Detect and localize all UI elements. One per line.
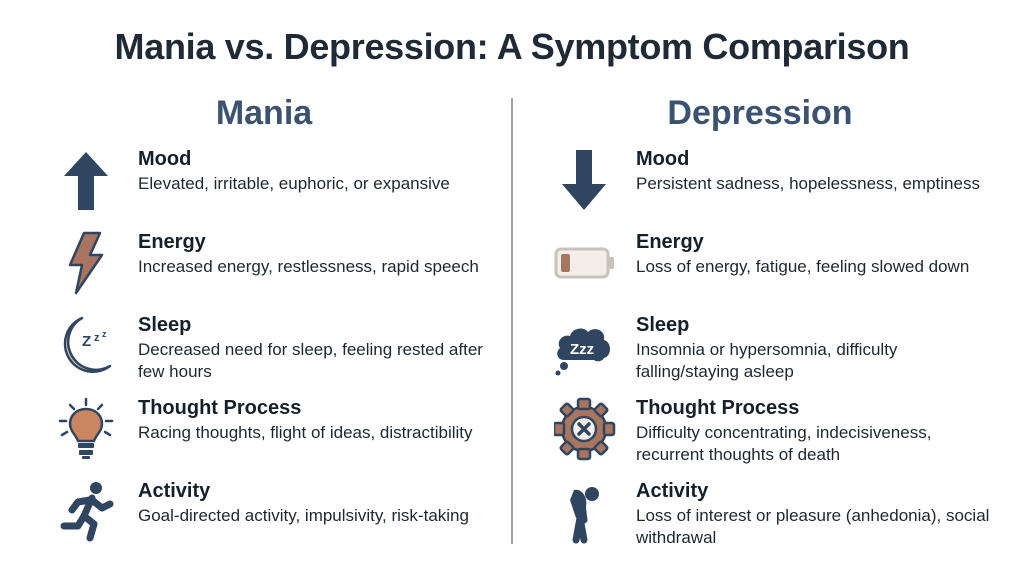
depression-heading: Depression (667, 94, 853, 132)
mania-thought-label: Thought Process (138, 397, 302, 419)
low-battery-icon (554, 231, 618, 295)
mania-energy-label: Energy (138, 231, 206, 253)
mania-energy-desc: Increased energy, restlessness, rapid speech (138, 257, 479, 276)
depression-sleep-label: Sleep (636, 314, 690, 336)
depression-thought-desc: Difficulty concentrating, indecisiveness, recurrent thoughts of death (636, 423, 932, 464)
thought-cloud-zzz-icon (554, 314, 618, 378)
down-arrow-icon (554, 148, 618, 212)
lightbulb-icon (56, 397, 120, 461)
svg-text:Zzz: Zzz (570, 341, 595, 358)
crescent-moon-zzz-icon (56, 314, 120, 378)
depression-sleep-desc: Insomnia or hypersomnia, difficulty falling/staying asleep (636, 340, 898, 381)
svg-text:Z: Z (82, 333, 92, 350)
depression-activity-label: Activity (636, 480, 709, 502)
mania-mood-label: Mood (138, 148, 192, 170)
depression-activity-desc: Loss of interest or pleasure (anhedonia), social withdrawal (636, 506, 990, 547)
running-person-icon (56, 480, 120, 544)
column-divider (511, 98, 513, 544)
depression-mood-label: Mood (636, 148, 690, 170)
svg-text:z: z (102, 329, 107, 339)
page-title: Mania vs. Depression: A Symptom Comparison (114, 26, 910, 67)
depression-mood-desc: Persistent sadness, hopelessness, emptiness (636, 174, 980, 193)
mania-sleep-label: Sleep (138, 314, 192, 336)
mania-activity-label: Activity (138, 480, 211, 502)
depression-energy-label: Energy (636, 231, 704, 253)
mania-heading: Mania (215, 94, 313, 132)
mania-sleep-desc: Decreased need for sleep, feeling rested after few hours (138, 340, 483, 381)
lightning-bolt-icon (56, 231, 120, 295)
mania-thought-desc: Racing thoughts, flight of ideas, distractibility (138, 423, 473, 442)
gear-x-icon (554, 397, 618, 461)
depression-thought-label: Thought Process (636, 397, 800, 419)
slumped-person-icon (554, 480, 618, 544)
up-arrow-icon (56, 148, 120, 212)
svg-text:z: z (94, 332, 100, 344)
mania-mood-desc: Elevated, irritable, euphoric, or expansive (138, 174, 450, 193)
depression-energy-desc: Loss of energy, fatigue, feeling slowed down (636, 257, 970, 276)
mania-activity-desc: Goal-directed activity, impulsivity, risk-taking (138, 506, 469, 525)
